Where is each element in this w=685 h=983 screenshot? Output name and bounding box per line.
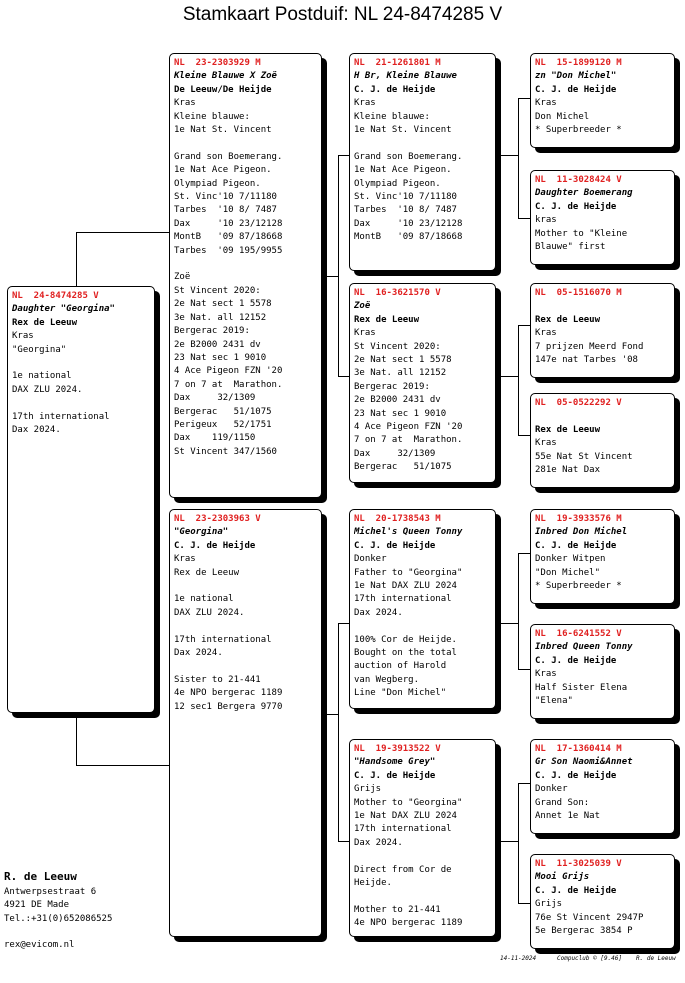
breeder-name: C. J. de Heijde <box>174 540 256 551</box>
owner-block <box>4 868 112 953</box>
pedigree-line: Dax 2024. <box>174 648 223 659</box>
father-card[interactable] <box>169 53 322 498</box>
pedigree-line: "Georgina" <box>12 344 67 355</box>
pedigree-line: Kleine blauwe: <box>174 111 250 122</box>
pedigree-line: 2e Nat sect 1 5578 <box>354 355 452 366</box>
pedigree-line: Bergerac 51/1075 <box>174 406 272 417</box>
pedigree-line <box>354 137 491 150</box>
pedigree-line: 17th international <box>12 411 110 422</box>
connector <box>338 155 349 156</box>
pigeon-name: Zoë <box>354 301 371 312</box>
pedigree-line: 1e Nat St. Vincent <box>174 125 272 136</box>
pedigree-line: "Elena" <box>535 696 573 707</box>
ring-number: NL 05-1516070 M <box>535 288 622 298</box>
pigeon-name: "Handsome Grey" <box>354 757 436 768</box>
pedigree-line: Annet 1e Nat <box>535 811 601 822</box>
owner-phone: Tel.:+31(0)652086525 <box>4 913 113 924</box>
pedigree-line <box>174 660 317 673</box>
pedigree-line: 1e Nat DAX ZLU 2024 <box>354 581 457 592</box>
pedigree-line: 1e Nat Ace Pigeon. <box>354 165 452 176</box>
pigeon-name: H Br, Kleine Blauwe <box>354 71 457 82</box>
pigeon-name: Inbred Don Michel <box>535 527 628 538</box>
pedigree-line: DAX ZLU 2024. <box>12 384 83 395</box>
connector <box>338 276 339 376</box>
pedigree-line <box>174 258 317 271</box>
mm-mother-card[interactable] <box>530 854 675 949</box>
mother-card[interactable] <box>169 509 322 937</box>
connector <box>338 714 339 841</box>
pedigree-line: Kras <box>535 438 557 449</box>
pedigree-line: 5e Bergerac 3854 P <box>535 926 633 937</box>
pedigree-line: Dax '10 23/12128 <box>354 218 463 229</box>
pedigree-line: Donker <box>535 784 568 795</box>
ring-number: NL 23-2303929 M <box>174 58 261 68</box>
connector <box>338 155 339 276</box>
pedigree-line: 7 on 7 at Marathon. <box>354 435 463 446</box>
breeder-name: De Leeuw/De Heijde <box>174 84 272 95</box>
pedigree-line: Bought on the total <box>354 648 457 659</box>
pedigree-line: Kras <box>354 328 376 339</box>
connector <box>518 783 530 784</box>
mm-father-card[interactable] <box>530 739 675 834</box>
pedigree-line: Dax 2024. <box>12 425 61 436</box>
subject-card[interactable] <box>7 286 155 713</box>
connector <box>76 232 169 233</box>
pedigree-line: auction of Harold <box>354 661 447 672</box>
connector <box>322 714 338 715</box>
connector <box>518 669 530 670</box>
pedigree-line: 1e national <box>12 371 72 382</box>
pedigree-line: Mother to "Georgina" <box>354 797 463 808</box>
pedigree-line: 7 prijzen Meerd Fond <box>535 341 644 352</box>
pedigree-line: 1e Nat St. Vincent <box>354 125 452 136</box>
owner-email[interactable]: rex@evicom.nl <box>4 940 75 951</box>
pigeon-name: Kleine Blauwe X Zoë <box>174 71 277 82</box>
pedigree-line: Kras <box>12 331 34 342</box>
pedigree-line <box>535 300 670 313</box>
pedigree-line: Mother to "Kleine <box>535 228 628 239</box>
pedigree-line: 1e national <box>174 594 234 605</box>
pedigree-line: Olympiad Pigeon. <box>354 178 441 189</box>
pedigree-line: 1e Nat DAX ZLU 2024 <box>354 811 457 822</box>
pedigree-line: Grand son Boemerang. <box>174 151 283 162</box>
pedigree-line: 4e NPO bergerac 1189 <box>354 918 463 929</box>
pedigree-line: 17th international <box>354 824 452 835</box>
breeder-name: C. J. de Heijde <box>535 540 617 551</box>
pedigree-line: Dax 119/1150 <box>174 433 256 444</box>
connector <box>518 553 519 669</box>
connector <box>76 232 77 286</box>
ring-number: NL 05-0522292 V <box>535 398 622 408</box>
breeder-name: C. J. de Heijde <box>535 770 617 781</box>
pedigree-line: Donker Witpen <box>535 554 606 565</box>
pedigree-line: St Vincent 2020: <box>174 285 261 296</box>
breeder-name: Rex de Leeuw <box>535 424 601 435</box>
ring-number: NL 19-3933576 M <box>535 514 622 524</box>
ring-number: NL 17-1360414 M <box>535 744 622 754</box>
ring-number: NL 19-3913522 V <box>354 744 441 754</box>
pedigree-line: Dax 2024. <box>354 607 403 618</box>
connector <box>338 623 349 624</box>
pedigree-line: Kras <box>535 98 557 109</box>
pedigree-line: 7 on 7 at Marathon. <box>174 379 283 390</box>
father-mother-card[interactable] <box>349 283 496 483</box>
father-father-card[interactable] <box>349 53 496 271</box>
connector <box>338 841 349 842</box>
breeder-name: Rex de Leeuw <box>12 317 78 328</box>
pedigree-line: 17th international <box>354 594 452 605</box>
connector <box>518 325 519 435</box>
pigeon-name: Daughter Boemerang <box>535 188 633 199</box>
connector <box>518 903 530 904</box>
connector <box>518 218 530 219</box>
mother-mother-card[interactable] <box>349 739 496 937</box>
pedigree-line: Tarbes '09 195/9955 <box>174 245 283 256</box>
ring-number: NL 15-1899120 M <box>535 58 622 68</box>
pedigree-line: 1e Nat Ace Pigeon. <box>174 165 272 176</box>
ring-number: NL 21-1261801 M <box>354 58 441 68</box>
pigeon-name: Gr Son Naomi&Annet <box>535 757 633 768</box>
pedigree-line: DAX ZLU 2024. <box>174 607 245 618</box>
connector <box>496 376 518 377</box>
pedigree-line <box>174 137 317 150</box>
breeder-name: C. J. de Heijde <box>535 655 617 666</box>
pedigree-line: St Vincent 347/1560 <box>174 446 277 457</box>
connector <box>518 325 530 326</box>
breeder-name: C. J. de Heijde <box>535 201 617 212</box>
breeder-name: C. J. de Heijde <box>354 540 436 551</box>
breeder-name: C. J. de Heijde <box>535 84 617 95</box>
breeder-name: C. J. de Heijde <box>354 770 436 781</box>
pedigree-line: Half Sister Elena <box>535 682 628 693</box>
pedigree-line: 2e Nat sect 1 5578 <box>174 299 272 310</box>
ring-number: NL 11-3028424 V <box>535 175 622 185</box>
pedigree-line: 3e Nat. all 12152 <box>174 312 267 323</box>
pedigree-line: kras <box>535 215 557 226</box>
pedigree-line <box>174 620 317 633</box>
footer-owner: R. de Leeuw <box>636 955 676 962</box>
pigeon-name: Daughter "Georgina" <box>12 304 115 315</box>
pedigree-line: 23 Nat sec 1 9010 <box>354 408 447 419</box>
breeder-name: C. J. de Heijde <box>535 885 617 896</box>
connector <box>76 765 169 766</box>
pedigree-line: Donker <box>354 554 387 565</box>
pedigree-line: 4 Ace Pigeon FZN '20 <box>174 366 283 377</box>
pedigree-line: Grijs <box>535 899 563 910</box>
pedigree-line: * Superbreeder * <box>535 581 622 592</box>
pedigree-line: Perigeux 52/1751 <box>174 419 272 430</box>
pedigree-line <box>174 580 317 593</box>
pedigree-line: Grand son Boemerang. <box>354 151 463 162</box>
pedigree-line: St Vincent 2020: <box>354 341 441 352</box>
connector <box>518 98 530 99</box>
ff-mother-card[interactable] <box>530 170 675 265</box>
pedigree-line: 281e Nat Dax <box>535 465 601 476</box>
pedigree-line: Dax 32/1309 <box>174 393 256 404</box>
pedigree-line: 4 Ace Pigeon FZN '20 <box>354 422 463 433</box>
pedigree-line: Tarbes '10 8/ 7487 <box>354 205 457 216</box>
pedigree-line: St. Vinc'10 7/11180 <box>174 192 277 203</box>
pedigree-line: "Don Michel" <box>535 567 601 578</box>
mf-mother-card[interactable] <box>530 624 675 719</box>
ring-number: NL 23-2303963 V <box>174 514 261 524</box>
pedigree-line: 17th international <box>174 634 272 645</box>
connector <box>496 155 518 156</box>
pigeon-name: Mooi Grijs <box>535 872 590 883</box>
pedigree-line: van Wegberg. <box>354 674 420 685</box>
pedigree-line: Father to "Georgina" <box>354 567 463 578</box>
connector <box>518 98 519 218</box>
ff-father-card[interactable] <box>530 53 675 148</box>
pedigree-line <box>12 357 150 370</box>
page-title: Stamkaart Postduif: NL 24-8474285 V <box>182 4 503 25</box>
pedigree-line: MontB '09 87/18668 <box>174 232 283 243</box>
owner-name: R. de Leeuw <box>4 870 77 883</box>
pedigree-line: 100% Cor de Heijde. <box>354 634 457 645</box>
pedigree-line: 76e St Vincent 2947P <box>535 912 644 923</box>
pedigree-line <box>354 850 491 863</box>
pedigree-line: 2e B2000 2431 dv <box>354 395 441 406</box>
pedigree-line: Kleine blauwe: <box>354 111 430 122</box>
ring-number: NL 16-3621570 V <box>354 288 441 298</box>
pedigree-line <box>354 620 491 633</box>
pedigree-line: Dax 32/1309 <box>354 448 436 459</box>
pedigree-line: * Superbreeder * <box>535 125 622 136</box>
breeder-name: Rex de Leeuw <box>535 314 601 325</box>
connector <box>496 623 518 624</box>
fm-mother-card[interactable] <box>530 393 675 488</box>
pedigree-line: Don Michel <box>535 111 590 122</box>
ring-number: NL 20-1738543 M <box>354 514 441 524</box>
pedigree-line: Kras <box>535 328 557 339</box>
pedigree-line: 55e Nat St Vincent <box>535 451 633 462</box>
pigeon-name: zn "Don Michel" <box>535 71 617 82</box>
pedigree-line: Grand Son: <box>535 797 590 808</box>
fm-father-card[interactable] <box>530 283 675 378</box>
pedigree-line: Bergerac 2019: <box>354 381 430 392</box>
connector <box>518 435 530 436</box>
pedigree-line: 4e NPO bergerac 1189 <box>174 688 283 699</box>
connector <box>338 623 339 714</box>
pedigree-line: Rex de Leeuw <box>174 567 240 578</box>
pedigree-line: 23 Nat sec 1 9010 <box>174 352 267 363</box>
pedigree-line: Bergerac 51/1075 <box>354 462 452 473</box>
pedigree-line: Kras <box>354 98 376 109</box>
owner-city: 4921 DE Made <box>4 900 70 911</box>
mother-father-card[interactable] <box>349 509 496 709</box>
pedigree-line: Kras <box>174 554 196 565</box>
connector <box>496 841 518 842</box>
pedigree-line: Kras <box>174 98 196 109</box>
pedigree-line <box>354 890 491 903</box>
pigeon-name: Inbred Queen Tonny <box>535 642 633 653</box>
pedigree-line: Tarbes '10 8/ 7487 <box>174 205 277 216</box>
owner-address: Antwerpsestraat 6 <box>4 887 97 897</box>
pedigree-line: Line "Don Michel" <box>354 688 447 699</box>
ring-number: NL 16-6241552 V <box>535 629 622 639</box>
footer-software: Compuclub © [9.46] <box>557 955 623 962</box>
connector <box>322 276 338 277</box>
pedigree-line <box>12 397 150 410</box>
footer-date: 14-11-2024 <box>500 955 537 962</box>
pedigree-line: Heijde. <box>354 878 392 889</box>
ring-number: NL 11-3025039 V <box>535 859 622 869</box>
pigeon-name: "Georgina" <box>174 527 229 538</box>
pedigree-line: Direct from Cor de <box>354 864 452 875</box>
pedigree-line: Grijs <box>354 784 382 795</box>
pedigree-line: 147e nat Tarbes '08 <box>535 355 638 366</box>
pedigree-line: Dax 2024. <box>354 837 403 848</box>
pedigree-line: Bergerac 2019: <box>174 326 250 337</box>
pedigree-line: Kras <box>535 669 557 680</box>
mf-father-card[interactable] <box>530 509 675 604</box>
pedigree-line: Blauwe" first <box>535 242 606 253</box>
pedigree-line: 3e Nat. all 12152 <box>354 368 447 379</box>
pedigree-line: MontB '09 87/18668 <box>354 232 463 243</box>
pedigree-line: Olympiad Pigeon. <box>174 178 261 189</box>
pedigree-line: St. Vinc'10 7/11180 <box>354 192 457 203</box>
pedigree-line: Sister to 21-441 <box>174 674 261 685</box>
pedigree-line: 2e B2000 2431 dv <box>174 339 261 350</box>
pedigree-line: Mother to 21-441 <box>354 904 441 915</box>
pedigree-line: Zoë <box>174 272 191 283</box>
connector <box>518 783 519 903</box>
pedigree-line <box>535 410 670 423</box>
pedigree-line: Dax '10 23/12128 <box>174 218 283 229</box>
pedigree-line: 12 sec1 Bergera 9770 <box>174 701 283 712</box>
connector <box>518 553 530 554</box>
ring-number: NL 24-8474285 V <box>12 291 99 301</box>
breeder-name: Rex de Leeuw <box>354 314 420 325</box>
breeder-name: C. J. de Heijde <box>354 84 436 95</box>
pigeon-name: Michel's Queen Tonny <box>354 527 463 538</box>
connector <box>338 376 349 377</box>
connector <box>76 713 77 765</box>
